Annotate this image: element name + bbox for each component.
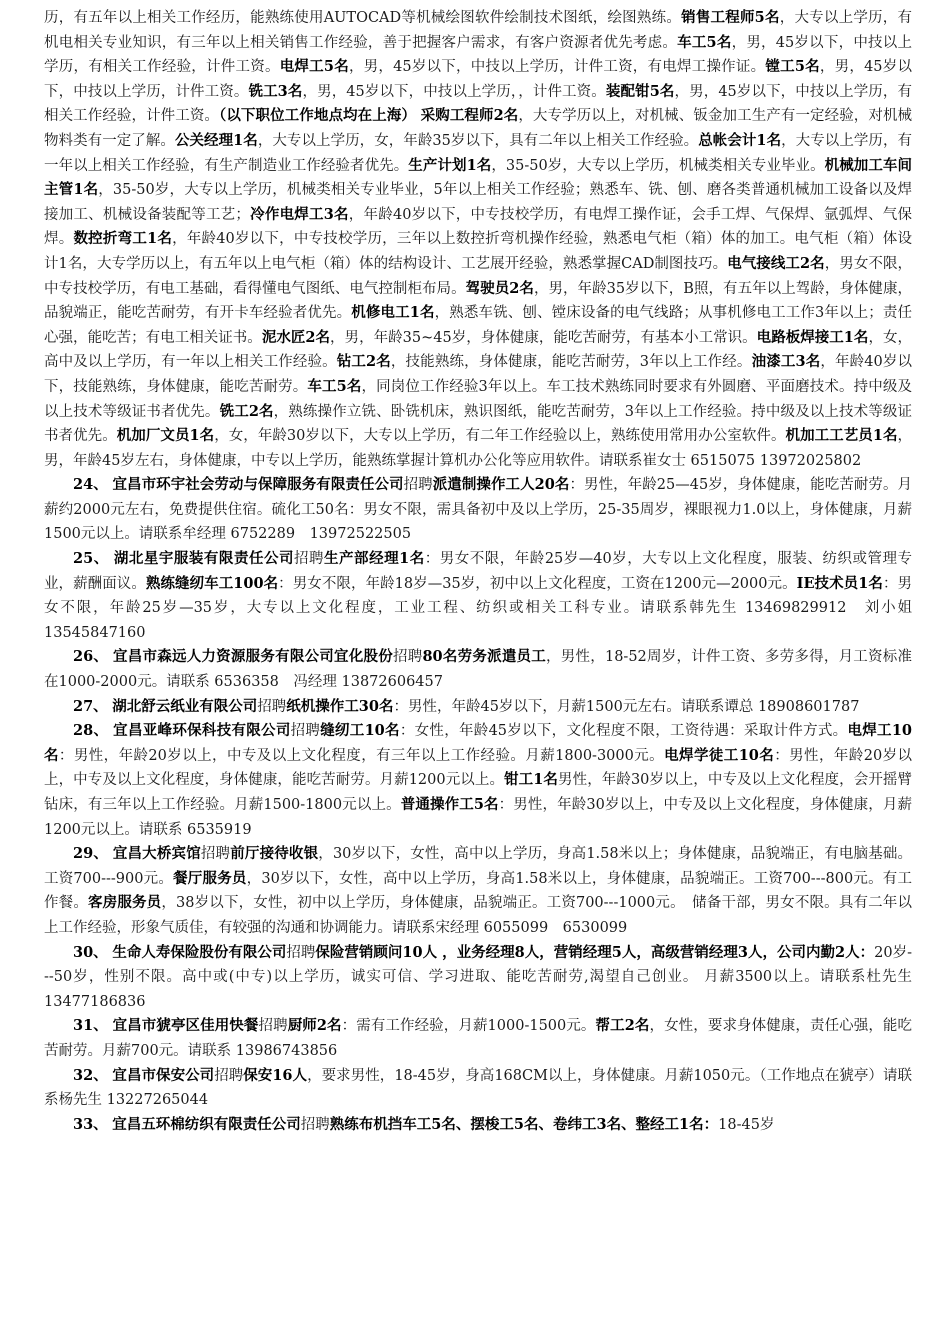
job-title: 钻工2名 xyxy=(336,353,391,371)
job-title: 油漆工3名 xyxy=(751,353,821,371)
job-detail: ，年龄40岁以下，中专技校学历，有电焊工操作证，会手工焊、气保焊、氩弧焊、气保焊。 xyxy=(44,206,913,248)
job-detail: ，30岁以下，女性，高中以上学历，身高1.58米以上，身体健康，品貌端正。工资700---800元。有工作餐。 xyxy=(44,870,912,912)
listing-number: 27、 xyxy=(73,697,108,715)
job-detail: ：男性，年龄25—45岁，身体健康，能吃苦耐劳。月薪约2000元左右，免费提供住宿。硫化工50名：男女不限，需具备初中及以上学历，25-35周岁，裸眼视力1.0以上，身体健康，月薪1500元以上。请联系牟经理 6752289 13972522505 xyxy=(44,477,913,543)
job-title: 机械加工车间主管1名 xyxy=(44,156,912,199)
job-detail: ：男性，年龄45岁以下，月薪1500元左右。请联系谭总 18908601787 xyxy=(393,698,860,715)
job-title: 铣工3名 xyxy=(248,82,303,100)
job-detail: ，男，45岁以下，中技以上学历，有相关工作经验，计件工资。 xyxy=(44,34,913,76)
job-title: 缝纫工10名 xyxy=(320,722,400,740)
listing-item xyxy=(44,719,912,842)
listing-item xyxy=(44,1064,912,1113)
job-title: 车工5名 xyxy=(677,33,732,51)
company-name: 湖北舒云纸业有限公司 xyxy=(112,697,258,715)
job-detail: 招聘 xyxy=(257,698,287,715)
job-title: 派遣制操作工人20名 xyxy=(432,476,570,494)
job-detail: ，大专以上学历，女，年龄35岁以下，具有二年以上相关工作经验。 xyxy=(257,132,699,149)
job-title: （以下职位工作地点均在上海） xyxy=(219,107,416,125)
job-title: 电焊工5名 xyxy=(279,58,349,76)
job-title: 镗工5名 xyxy=(765,58,820,76)
job-title: 总帐会计1名 xyxy=(698,131,782,149)
job-detail: 招聘 xyxy=(290,723,321,740)
job-title: 冷作电焊工3名 xyxy=(249,205,349,223)
job-title: 保险营销顾问10人 ，业务经理8人，营销经理5人，高级营销经理3人，公司内勤2人： xyxy=(315,943,875,961)
company-name: 湖北星宇服装有限责任公司 xyxy=(113,550,294,568)
job-detail: ：男性，年龄20岁以上，中专及以上文化程度，有三年以上工作经验。月薪1800-3000元。 xyxy=(58,747,665,764)
job-detail: ，30岁以下，女性，高中以上学历，身高1.58米以上；身体健康，品貌端正，有电脑基础。工资700---900元。 xyxy=(44,846,913,887)
job-detail: 男性，年龄30岁以上，中专及以上文化程度，会开摇臂钻床，有三年以上工作经验。月薪1500-1800元以上。 xyxy=(44,772,913,813)
job-detail: ，男，45岁以下，中技以上学历，有相关工作经验，计件工资。 xyxy=(44,83,913,125)
job-title: 铣工2名 xyxy=(219,402,274,420)
job-detail: ，男性，18-52周岁，计件工资、多劳多得，月工资标准在1000-2000元。请联系 6536358 冯经理 13872606457 xyxy=(44,649,913,691)
job-title: 采购工程师2名 xyxy=(420,107,519,125)
job-title: 餐厅服务员 xyxy=(173,869,247,887)
job-detail: ：男性，年龄30岁以上，中专及以上文化程度，身体健康，月薪1200元以上。请联系 6535919 xyxy=(44,797,912,838)
job-detail: 招聘 xyxy=(392,649,423,666)
job-title: 生产计划1名 xyxy=(408,156,492,174)
job-detail: 招聘 xyxy=(403,477,433,494)
job-detail: 招聘 xyxy=(300,1116,330,1133)
job-title: 电气接线工2名 xyxy=(727,254,825,272)
company-name: 宜昌大桥宾馆 xyxy=(112,845,201,863)
job-detail: ，男，年龄35岁以下，B照，有五年以上驾龄，身体健康，品貌端正，能吃苦耐劳，有开卡车经验者优先。 xyxy=(44,280,913,322)
listing-item xyxy=(44,473,912,547)
job-title: 泥水匠2名 xyxy=(261,328,331,346)
job-title: 机加工工艺员1名 xyxy=(785,427,898,445)
job-detail: ，35-50岁，大专以上学历，机械类相关专业毕业。 xyxy=(491,157,825,174)
job-title: 公关经理1名 xyxy=(174,131,258,149)
company-name: 宜昌市猇亭区佳用快餐 xyxy=(112,1017,259,1035)
listing-item xyxy=(44,842,912,940)
listing-number: 31、 xyxy=(73,1017,108,1035)
company-name: 宜昌市保安公司 xyxy=(112,1066,215,1084)
listing-number: 29、 xyxy=(73,845,109,863)
job-detail: ，男，45岁以下，中技以上学历，计件工资。 xyxy=(44,59,912,100)
job-listings xyxy=(44,473,927,1137)
job-detail: ，男，年龄45岁左右，身体健康，中专以上学历，能熟练掌握计算机办公化等应用软件。请联系崔女士 6515075 13972025802 xyxy=(44,428,913,469)
job-detail: 招聘 xyxy=(294,551,325,568)
job-detail: ：男性，年龄20岁以上，中专及以上文化程度，身体健康，能吃苦耐劳。月薪1200元以上。 xyxy=(44,747,913,789)
job-title: 80名劳务派遣员工 xyxy=(422,648,547,666)
job-title: 驾驶员2名 xyxy=(465,279,534,297)
job-title: 销售工程师5名 xyxy=(681,9,780,26)
job-title: 装配钳5名 xyxy=(605,82,675,100)
job-detail: ：男女不限，年龄25岁—40岁，大专以上文化程度，服装、纺织或管理专业，薪酬面议。 xyxy=(44,551,913,592)
listing-number: 30、 xyxy=(73,943,108,961)
job-detail: 历，有五年以上相关工作经历，能熟练使用AUTOCAD等机械绘图软件绘制技术图纸，绘图熟练。 xyxy=(44,10,682,26)
job-detail: ：男女不限，年龄25岁—35岁，大专以上文化程度，工业工程、纺织或相关工科专业。请联系韩先生 13469829912 刘小姐 13545847160 xyxy=(44,575,927,641)
listing-number: 26、 xyxy=(73,648,109,666)
job-title: IE技术员1名 xyxy=(796,574,883,592)
job-title: 保安16人 xyxy=(243,1066,308,1084)
job-detail: ，女，年龄30岁以下，大专以上学历，有二年工作经验以上，熟练使用常用办公室软件。 xyxy=(214,428,786,445)
job-detail: ，熟悉车铣、刨、镗床设备的电气线路；从事机修电工工作3年以上；责任心强，能吃苦；有电工相关证书。 xyxy=(44,305,912,346)
job-title: 生产部经理1名 xyxy=(324,550,425,568)
job-detail: ，38岁以下，女性，初中以上学历，身体健康，品貌端正。工资700---1000元。 储备干部，男女不限。具有二年以上工作经验，形象气质佳，有较强的沟通和协调能力。请联系宋经理 6055099 6530099 xyxy=(44,895,913,936)
job-detail: 招聘 xyxy=(200,846,231,863)
job-title: 熟练布机挡车工5名、摆梭工5名、卷纬工3名、整经工1名： xyxy=(329,1115,719,1133)
job-detail: ，同岗位工作经验3年以上。车工技术熟练同时要求有外圆磨、平面磨技术。持中级及以上技术等级证书者优先。 xyxy=(44,378,912,420)
job-title: 机加厂文员1名 xyxy=(116,427,215,445)
job-detail: ：需有工作经验，月薪1000-1500元。 xyxy=(341,1018,596,1035)
job-title: 前厅接待收银 xyxy=(230,845,319,863)
listing-number: 33、 xyxy=(73,1115,108,1133)
job-detail: ，年龄40岁以下，中专技校学历，三年以上数控折弯机操作经验，熟悉电气柜（箱）体的加工。电气柜（箱）体设计1名，大专学历以上，有五年以上电气柜（箱）体的结构设计、工艺展开经验，熟悉掌握CAD制图技巧。 xyxy=(44,231,912,272)
job-title: 电焊学徒工10名 xyxy=(664,746,775,764)
job-detail: ，男女不限，中专技校学历，有电工基础，看得懂电气图纸、电气控制柜布局。 xyxy=(44,255,913,297)
job-detail: 18-45岁 xyxy=(718,1116,775,1133)
company-name: 宜昌市森远人力资源服务有限公司宜化股份 xyxy=(113,648,393,666)
job-detail: ，技能熟练，身体健康，能吃苦耐劳，3年以上工作经。 xyxy=(390,354,752,371)
job-detail: ，男，45岁以下，中技以上学历，计件工资，有电焊工操作证。 xyxy=(348,59,766,76)
job-detail: ，大专学历以上，对机械、钣金加工生产有一定经验，对机械物料类有一定了解。 xyxy=(44,108,913,149)
job-detail: 20岁---50岁，性别不限。高中或(中专)以上学历，诚实可信、学习进取、能吃苦耐劳,渴望自己创业。 月薪3500以上。请联系杜先生 13477186836 xyxy=(44,944,927,1010)
job-title: 厨师2名 xyxy=(287,1017,342,1035)
job-title: 普通操作工5名 xyxy=(400,796,499,813)
job-detail: ，要求男性，18-45岁，身高168CM以上，身体健康。月薪1050元。（工作地点在猇亭）请联系杨先生 13227265044 xyxy=(44,1067,913,1109)
job-detail: ，35-50岁，大专以上学历，机械类相关专业毕业，5年以上相关工作经验；熟悉车、铣、刨、磨各类普通机械加工设备以及焊接加工、机械设备装配等工艺； xyxy=(44,182,912,223)
listing-number: 24、 xyxy=(73,476,108,494)
listing-item xyxy=(44,645,912,694)
listing-item xyxy=(44,941,927,1015)
job-detail: ，女，高中及以上学历，有一年以上相关工作经验。 xyxy=(44,329,912,371)
job-title: 钳工1名 xyxy=(504,771,559,789)
job-detail: ：男女不限，年龄18岁—35岁，初中以上文化程度，工资在1200元—2000元。 xyxy=(278,575,797,592)
job-detail: 招聘 xyxy=(286,944,316,961)
job-title: 电路板焊接工1名 xyxy=(756,328,869,346)
job-detail: ，年龄40岁以下，技能熟练，身体健康，能吃苦耐劳。 xyxy=(44,354,912,395)
company-name: 宜昌五环棉纺织有限责任公司 xyxy=(112,1115,301,1133)
job-detail: ，大专以上学历，有机电相关专业知识，有三年以上相关销售工作经验，善于把握客户需求，有客户资源者优先考虑。 xyxy=(44,10,912,51)
job-detail: ：女性，年龄45岁以下，文化程度不限，工资待遇：采取计件方式。 xyxy=(399,723,848,740)
job-detail: 招聘 xyxy=(214,1067,244,1084)
listing-item xyxy=(44,1014,912,1063)
job-detail: ，大专以上学历，有一年以上相关工作经验，有生产制造业工作经验者优先。 xyxy=(44,132,913,174)
job-title: 熟练缝纫车工100名 xyxy=(145,574,279,592)
job-detail: ，熟练操作立铣、卧铣机床，熟识图纸，能吃苦耐劳，3年以上工作经验。持中级及以上技术等级证书者优先。 xyxy=(44,403,912,445)
listing-number: 25、 xyxy=(73,550,109,568)
listing-item xyxy=(44,695,912,720)
listing-number: 32、 xyxy=(73,1066,108,1084)
company-name: 生命人寿保险股份有限公司 xyxy=(112,943,287,961)
job-title: 数控折弯工1名 xyxy=(73,230,173,248)
listing-item xyxy=(44,547,927,645)
job-detail: ，男，45岁以下，中技以上学历，，计件工资。 xyxy=(302,83,606,100)
job-title: 车工5名 xyxy=(307,377,362,395)
job-detail: 招聘 xyxy=(258,1018,288,1035)
job-detail: ，女性，要求身体健康，责任心强，能吃苦耐劳。月薪700元。请联系 13986743856 xyxy=(44,1018,913,1059)
company-name: 宜昌亚峰环保科技有限公司 xyxy=(113,722,291,740)
job-title: 客房服务员 xyxy=(88,894,162,912)
job-title: 电焊工10名 xyxy=(44,722,912,764)
job-detail: ，男，年龄35~45岁，身体健康，能吃苦耐劳，有基本小工常识。 xyxy=(330,329,757,346)
intro-paragraph xyxy=(44,6,912,473)
company-name: 宜昌市环宇社会劳动与保障服务有限责任公司 xyxy=(112,476,404,494)
job-title: 机修电工1名 xyxy=(351,304,435,322)
job-title: 纸机操作工30名 xyxy=(286,697,394,715)
listing-item xyxy=(44,1113,912,1138)
listing-number: 28、 xyxy=(73,722,109,740)
job-title: 帮工2名 xyxy=(595,1017,650,1035)
